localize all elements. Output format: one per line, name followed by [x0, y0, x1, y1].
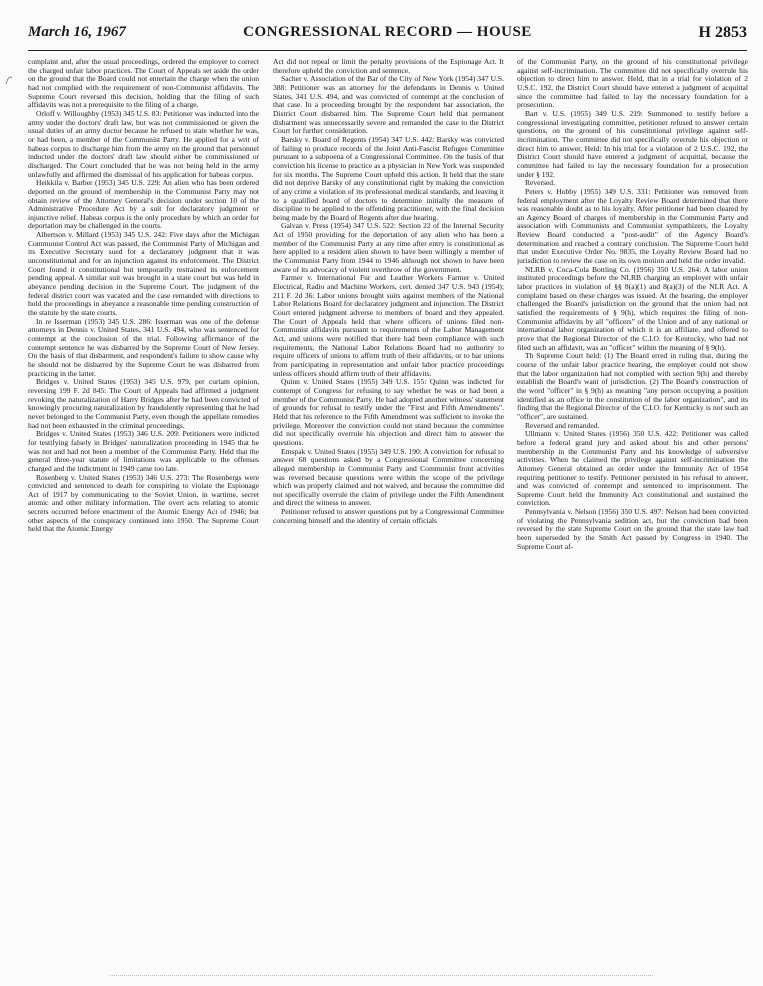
paragraph: Th Supreme Court held: (1) The Board erred in ruling that, during the course of the unfair labor practice hearing, the employer could not show that the labor organization had not complied with section 9(h) and thereby establish the Board's want of jurisdiction. (2) The Board's construction of the word "officer" in § 9(h) as meaning "any person occupying a position identified as an office in the constitution of the labor organization", and its finding that the Regional Director of the C.I.O. for Kentucky is not such an "officer", are sustained. [517, 351, 748, 421]
paragraph: Orloff v. Willoughby (1953) 345 U.S. 83: Petitioner was inducted into the army under the doctors' draft law, but was not commissioned or given the usual duties of an army doctor because he refused to state whether he was, or had been, a member of the Communist Party. He applied for a writ of habeas corpus to discharge him from the army on the ground that personnel inducted under the doctors' draft law should either be commissioned or discharged. The Court concluded that he was not being held in the army unlawfully and affirmed the dismissal of his application for habeas corpus. [28, 108, 259, 179]
paragraph: of the Communist Party, on the ground of his constitutional privilege against self-incrimination. The committee did not specifically overrule his objection to direct him to answer. Held, that in a trial for violation of 2 U.S.C. 192, the District Court should have entered a judgment of acquittal since the committee had failed to lay the necessary foundation for a prosecution. [517, 58, 748, 110]
text-column-3 [517, 58, 748, 958]
margin-mark-icon [4, 72, 14, 86]
header-date: March 16, 1967 [28, 24, 126, 40]
paragraph: Galvan v. Press (1954) 347 U.S. 522: Section 22 of the Internal Security Act of 1950 providing for the deportation of any alien who has been a member of the Communist Party at any time after entry is constitutional as here applied to a resident alien shown to have been willingly a member of the Communist Party from 1944 to 1946 although not shown to have been aware of its advocacy of violent overthrow of the government. [273, 221, 504, 274]
paragraph: Quinn v. United States (1955) 349 U.S. 155: Quinn was indicted for contempt of Congress for refusing to say whether he was or had been a member of the Communist Party. He had adopted another witness' statement of grounds for refusal to testify under the "First and Fifth Amendments". Held that his reference to the Fifth Amendment was sufficient to invoke the privilege. Moreover the conviction could not stand because the committee did not specifically overrule his objection and direct him to answer the questions. [273, 377, 504, 447]
paragraph: Heikkila v. Barber (1953) 345 U.S. 229: An alien who has been ordered deported on the ground of membership in the Communist Party may not obtain review of the Attorney General's decision under section 10 of the Administrative Procedure Act by a suit for declaratory judgment or injunctive relief. Habeas corpus is the only procedure by which an order for deportation may be challenged in the courts. [28, 178, 259, 231]
paragraph: Sacher v. Association of the Bar of the City of New York (1954) 347 U.S. 388: Petitioner was an attorney for the defendants in Dennis v. United States, 341 U.S. 494, and was convicted of contempt at the conclusion of that case. In a proceeding brought by the respondent bar association, the District Court disbarred him. The Supreme Court held that permanent disbarment was unnecessarily severe and remanded the case to the District Court for further consideration. [273, 74, 504, 136]
paragraph: Bridges v. United States (1953) 346 U.S. 209: Petitioners were indicted for testifying falsely in Bridges' naturalization proceeding in 1945 that he was not and had not been a member of the Communist Party. Held that the general three-year statute of limitations was applicable to the offenses charged and the indictment in 1949 came too late. [28, 429, 259, 473]
paragraph: Pennsylvania v. Nelson (1956) 350 U.S. 497: Nelson had been convicted of violating the Pennsylvania sedition act, but the conviction had been reversed by the state Supreme Court on the ground that the state law had been superseded by the Smith Act passed by Congress in 1940. The Supreme Court af- [517, 507, 748, 551]
paragraph: Reversed. [525, 178, 555, 188]
paragraph: Farmer v. International Fur and Leather Workers Farmer v. United Electrical, Radio and Machine Workers, cert. denied 347 U.S. 943 (1954); 211 F. 2d 36: Labor unions brought suits against members of the National Labor Relations Board for declaratory judgment and injunction. The District Court entered judgment adverse to members of board and they appealed. The Court of Appeals held that where officers of unions filed non-Communist affidavits pursuant to requirements of the Labor Management Act, and unions were notified that there had been compliance with such requirements, the National Labor Relations Board had no authority to require officers of unions to affirm truth of their affidavits, or to bar unions from participating in representation and unfair labor practice proceedings unless officers should affirm truth of their affidavits. [273, 273, 504, 378]
header-title: CONGRESSIONAL RECORD — HOUSE [243, 24, 532, 40]
header-page-number: H 2853 [698, 24, 747, 41]
paragraph: Bridges v. United States (1953) 345 U.S. 979, per curiam opinion, reversing 199 F. 2d 845: The Court of Appeals had affirmed a judgment revoking the naturalization of Harry Bridges after he had been convicted of knowingly procuring naturalization by fraudulently representing that he had never belonged to the Communist Party, even though the appellate remedies had not been exhausted in the criminal proceedings. [28, 377, 259, 430]
text-column-1 [28, 58, 259, 958]
paragraph: complaint and, after the usual proceedings, ordered the employer to correct the charged unfair labor practices. The Court of Appeals set aside the order on the ground that the Board could not entertain the charge when the union had not complied with the requirement of non-Communist affidavits. The Supreme Court reversed this decision, holding that the filing of such affidavits was not a prerequisite to the filing of a charge. [28, 58, 259, 110]
page-header [28, 24, 747, 51]
paragraph: NLRB v. Coca-Cola Bottling Co. (1956) 350 U.S. 264: A labor union instituted proceedings before the NLRB charging an employer with unfair labor practices in violation of §§ 8(a)(1) and 8(a)(3) of the NLR Act. A complaint based on these charges was issued. At the hearing, the employer challenged the Board's jurisdiction on the ground that the union had not satisfied the requirements of § 9(h), which requires the filing of non-Communist affidavits by all "officers" of the Union and of any national or international labor organization of which it is an affiliate, and offered to prove that the Regional Director of the C.I.O. for Kentucky, who had not filed such an affidavit, was an "officer" within the meaning of § 9(h). [517, 264, 748, 352]
paragraph: Petitioner refused to answer questions put by a Congressional Committee concerning himself and the identity of certain officials [273, 507, 504, 525]
text-column-2 [273, 58, 504, 958]
paragraph: Act did not repeal or limit the penalty provisions of the Espionage Act. It therefore upheld the conviction and sentence. [273, 58, 504, 75]
scan-edge-divider [110, 975, 653, 978]
paragraph: Rosenberg v. United States (1953) 346 U.S. 273: The Rosenbergs were convicted and sentenced to death for conspiring to violate the Espionage Act of 1917 by communicating to the Soviet Union, in wartime, secret atomic and other military information. The overt acts relating to atomic secrets occurred before enactment of the Atomic Energy Act of 1946; but other aspects of the conspiracy continued into 1950. The Supreme Court held that the Atomic Energy [28, 472, 259, 534]
paragraph: In re Isserman (1953) 345 U.S. 286: Isserman was one of the defense attorneys in Dennis v. United States, 341 U.S. 494, who was sentenced for contempt at the conclusion of the trial. Following affirmance of the contempt sentence he was disbarred by the Supreme Court of New Jersey. On the basis of that disbarment, and respondent's failure to show cause why he should not be disbarred by the Supreme Court he was disbarred from practicing in the latter. [28, 316, 259, 378]
paragraph: Ullmann v. United States (1956) 350 U.S. 422: Petitioner was called before a federal grand jury and asked about his and other persons' membership in the Communist Party and his knowledge of subversive activities. When he claimed the privilege against self-incrimination the Attorney General obtained an order under the Immunity Act of 1954 requiring petitioner to testify. Petitioner persisted in his refusal to answer, and was convicted of contempt and sentenced to imprisonment. The Supreme Court held the Immunity Act constitutional and sustained the conviction. [517, 429, 748, 508]
paragraph: Peters v. Hobby (1955) 349 U.S. 331: Petitioner was removed from federal employment after the Loyalty Review Board determined that there was reasonable doubt as to his loyalty. After petitioner had been cleared by an Agency Board of charges of membership in the Communist Party and association with Communists and Communist sympathizers, the Loyalty Review Board conducted a "post-audit" of the Agency Board's determination and reached a contrary conclusion. The Supreme Court held that under Executive Order No. 9835, the Loyalty Review Board had no jurisdiction to review the case on its own motion and held the order invalid. [517, 186, 748, 266]
paragraph: Bart v. U.S. (1955) 349 U.S. 219: Summoned to testify before a congressional investigating committee, petitioner refused to answer certain questions, on the ground of his constitutional privilege against self-incrimination. The committee did not specifically overrule his objection or direct him to answer. Held: In his trial for a violation of 2 U.S.C. 192, the District Court should have entered a judgment of acquittal, because the committee had failed to lay the necessary foundation for a prosecution under § 192. [517, 108, 748, 179]
paragraph: Albertson v. Millard (1953) 345 U.S. 242: Five days after the Michigan Communist Control Act was passed, the Communist Party of Michigan and its Executive Secretary sued for a declaratory judgment that it was unconstitutional and for an injunction against its enforcement. The District Court found it constitutional but temporarily restrained its enforcement pending appeal. A similar suit was brought in a state court but was held in abeyance pending decision in the Supreme Court. The judgment of the federal district court was vacated and the case remanded with directions to hold the proceedings in abeyance a reasonable time pending construction of the statute by the state courts. [28, 230, 259, 318]
paragraph: Reversed and remanded. [525, 420, 600, 430]
paragraph: Barsky v. Board of Regents (1954) 347 U.S. 442: Barsky was convicted of failing to produce records of the Joint Anti-Fascist Refugee Committee pursuant to a subpoena of a Congressional Committee. On the basis of that conviction his license to practice as a physician in New York was suspended for six months. The Supreme Court upheld this action. It held that the state did not deprive Barsky of any constitutional right by making the conviction of any crime a violation of its professional medical standards, and leaving it to a qualified board of doctors to determine initially the measure of discipline to be applied to the offending practitioner, with the final decision being made by the Board of Regents after due hearing. [273, 134, 504, 222]
paragraph: Emspak v. United States (1955) 349 U.S. 190: A conviction for refusal to answer 68 questions asked by a Congressional Committee concerning alleged membership in Communist Party and Communist front activities was reversed because questions were within the scope of the privilege which was properly claimed and not waived, and because the committee did not specifically overrule the claim of privilege under the Fifth Amendment and direct the witness to answer. [273, 446, 504, 508]
